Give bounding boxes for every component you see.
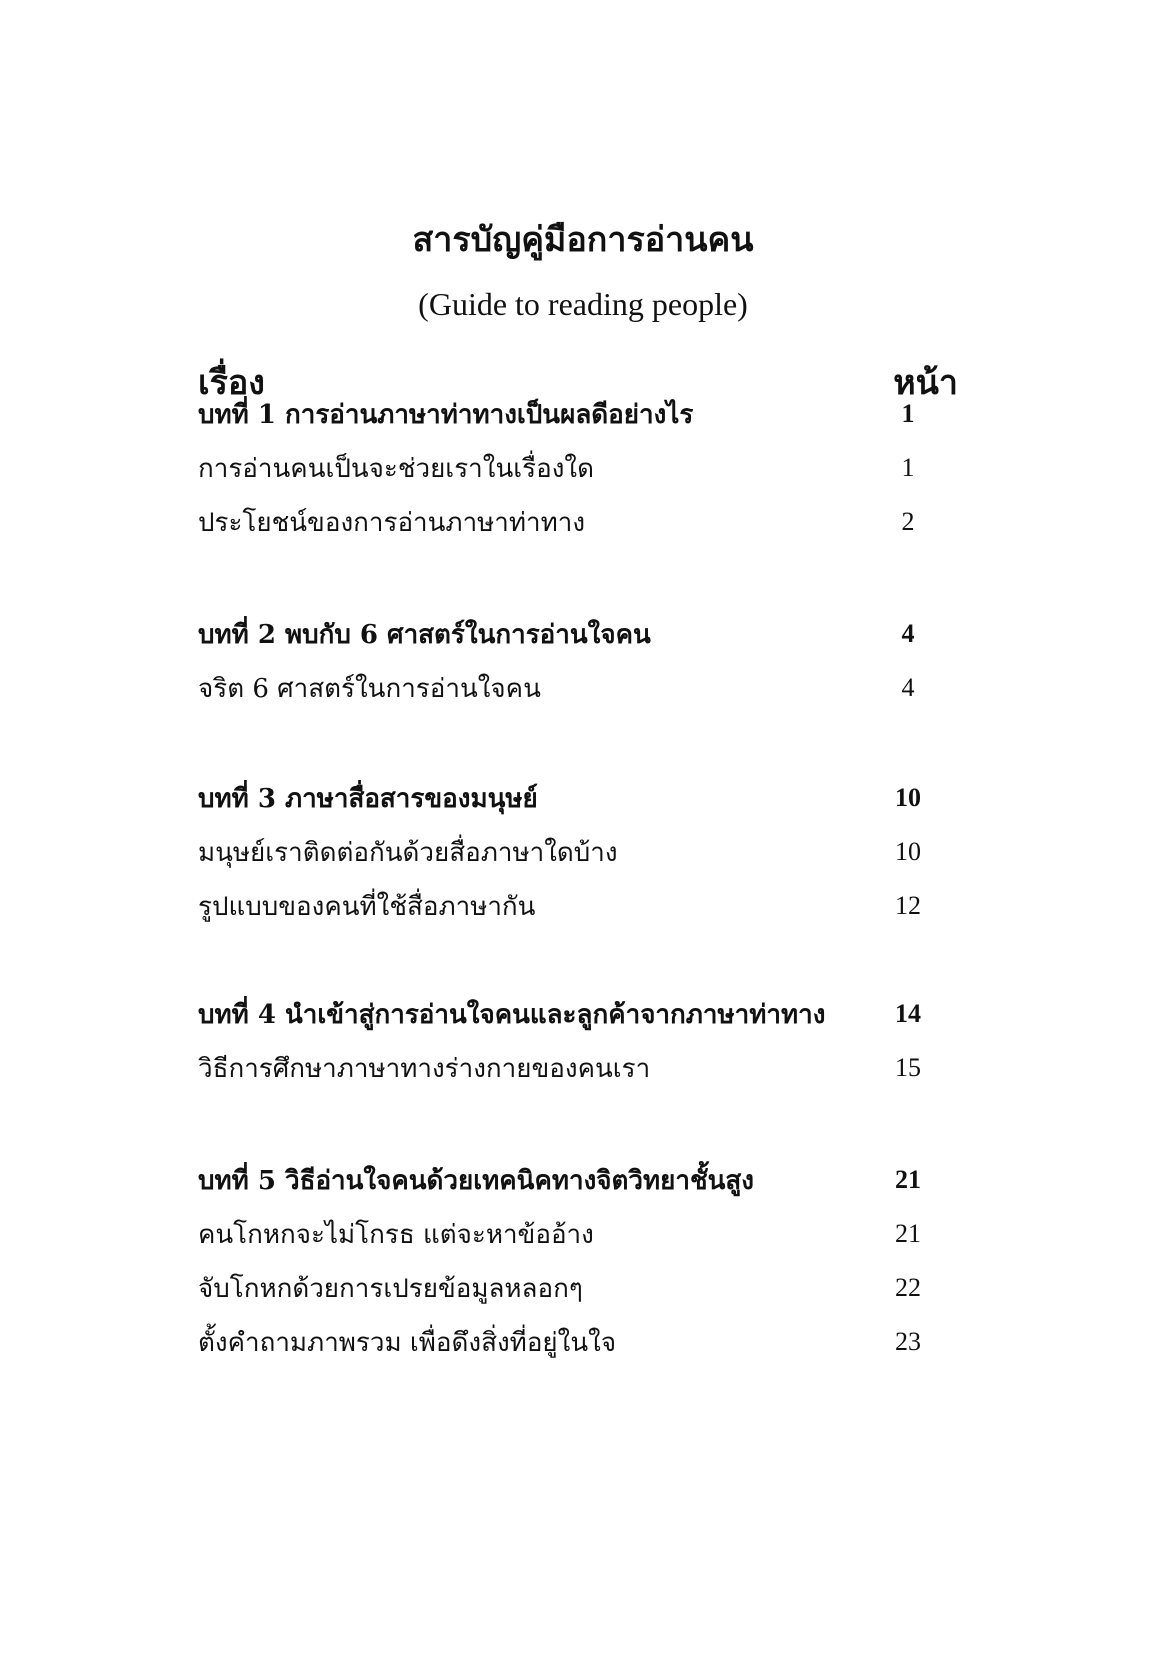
toc-entry-page: 10 bbox=[895, 837, 921, 866]
toc-entry-label: บทที่ 1 การอ่านภาษาท่าทางเป็นผลดีอย่างไร bbox=[198, 399, 694, 430]
toc-chapter-3 bbox=[198, 778, 938, 818]
toc-entry-page: 4 bbox=[901, 673, 915, 702]
page-title: สารบัญคู่มือการอ่านคน bbox=[412, 220, 754, 260]
toc-section bbox=[198, 502, 938, 542]
toc-section bbox=[198, 832, 938, 872]
toc-entry-page: 21 bbox=[895, 1165, 921, 1194]
page-column-header: หน้า bbox=[893, 363, 958, 403]
toc-entry-label: วิธีการศึกษาภาษาทางร่างกายของคนเรา bbox=[198, 1053, 651, 1084]
toc-entry-label: จับโกหกด้วยการเปรยข้อมูลหลอกๆ bbox=[198, 1273, 583, 1304]
toc-entry-label: บทที่ 5 วิธีอ่านใจคนด้วยเทคนิคทางจิตวิทยาชั้นสูง bbox=[198, 1165, 754, 1196]
toc-entry-label: บทที่ 3 ภาษาสื่อสารของมนุษย์ bbox=[198, 783, 538, 814]
toc-entry-label: บทที่ 4 นำเข้าสู่การอ่านใจคนและลูกค้าจากภาษาท่าทาง bbox=[198, 999, 826, 1030]
toc-entry-page: 12 bbox=[895, 891, 921, 920]
toc-entry-page: 15 bbox=[895, 1053, 921, 1082]
topic-column-header: เรื่อง bbox=[198, 363, 265, 403]
toc-entry-page: 23 bbox=[895, 1327, 921, 1356]
toc-entry-label: จริต 6 ศาสตร์ในการอ่านใจคน bbox=[198, 673, 541, 704]
toc-entry-label: ตั้งคำถามภาพรวม เพื่อดึงสิ่งที่อยู่ในใจ bbox=[198, 1327, 617, 1358]
toc-section bbox=[198, 1048, 938, 1088]
toc-entry-page: 21 bbox=[895, 1219, 921, 1248]
toc-entry-label: รูปแบบของคนที่ใช้สื่อภาษากัน bbox=[198, 891, 536, 922]
toc-entry-page: 10 bbox=[895, 783, 921, 812]
toc-entry-page: 14 bbox=[895, 999, 921, 1028]
toc-section bbox=[198, 448, 938, 488]
toc-entry-label: การอ่านคนเป็นจะช่วยเราในเรื่องใด bbox=[198, 453, 594, 484]
toc-entry-page: 2 bbox=[901, 507, 915, 536]
toc-entry-page: 1 bbox=[901, 453, 915, 482]
toc-section bbox=[198, 1322, 938, 1362]
toc-chapter-5 bbox=[198, 1160, 938, 1200]
toc-section bbox=[198, 668, 938, 708]
toc-chapter-2 bbox=[198, 614, 938, 654]
toc-entry-label: ประโยชน์ของการอ่านภาษาท่าทาง bbox=[198, 507, 586, 538]
toc-section bbox=[198, 1268, 938, 1308]
toc-entry-label: คนโกหกจะไม่โกรธ แต่จะหาข้ออ้าง bbox=[198, 1219, 594, 1250]
toc-entry-page: 4 bbox=[901, 619, 915, 648]
toc-section bbox=[198, 1214, 938, 1254]
toc-entry-label: มนุษย์เราติดต่อกันด้วยสื่อภาษาใดบ้าง bbox=[198, 837, 618, 868]
toc-entry-label: บทที่ 2 พบกับ 6 ศาสตร์ในการอ่านใจคน bbox=[198, 619, 651, 650]
page-subtitle: (Guide to reading people) bbox=[418, 286, 748, 322]
toc-chapter-1 bbox=[198, 394, 938, 434]
toc-entry-page: 22 bbox=[895, 1273, 921, 1302]
toc-section bbox=[198, 886, 938, 926]
toc-chapter-4 bbox=[198, 994, 938, 1034]
toc-entry-page: 1 bbox=[901, 399, 915, 428]
